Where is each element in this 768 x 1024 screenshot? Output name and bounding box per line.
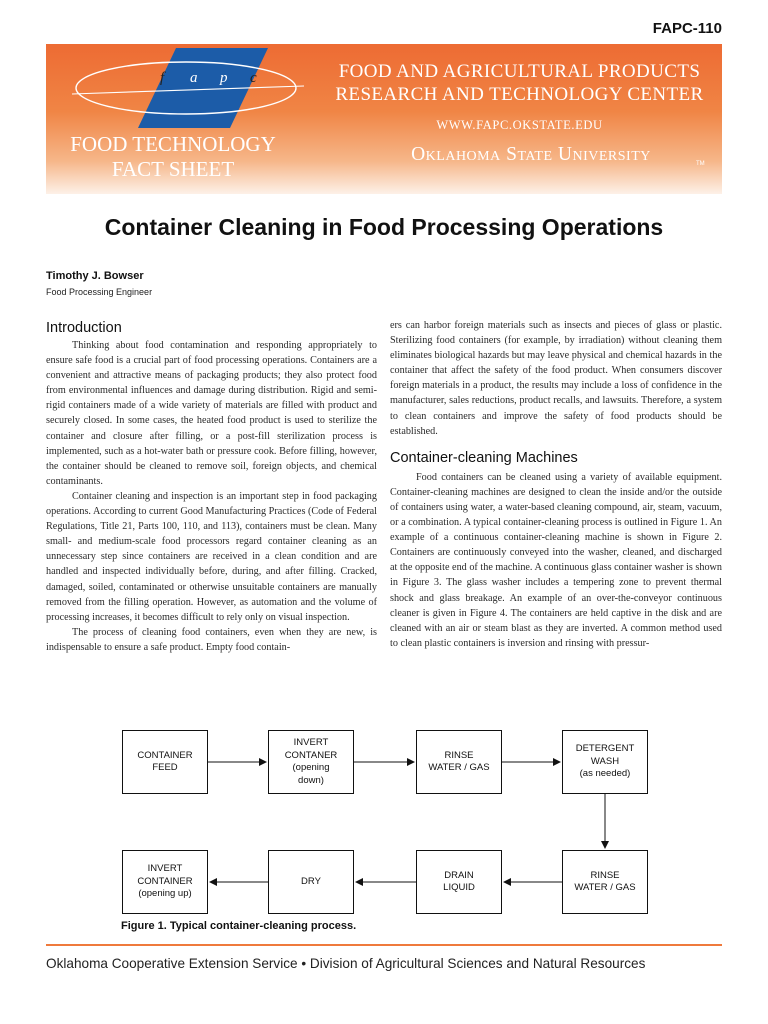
website-url: WWW.FAPC.OKSTATE.EDU <box>436 118 603 132</box>
right-column <box>390 318 722 651</box>
footer-text: Oklahoma Cooperative Extension Service • Division of Agricultural Sciences and Natural Resources <box>46 956 646 971</box>
intro-paragraph-3: The process of cleaning food containers, even when they are new, is indispensable to ensure a safe product. Empty food contain- <box>46 626 377 653</box>
logo-letter-a: a <box>190 70 198 86</box>
machines-paragraph: Food containers can be cleaned using a variety of available equipment. Container-cleaning machines are designed to clean the inside and/or the outside of containers using water, a water-based cleaning compound, air, steam, vacuum, or a combination. A typical container-cleaning process is outlined in Figure 1. An example of a continuous container-cleaning machine is shown in Figure 2. Containers are continuously conveyed into the washer, cleaned, and discharged at the opposite end of the machine. A continuous glass container washer is shown in Figure 3. The glass washer includes a tempering zone to prevent thermal shock and glass breakage. An example of an over-the-conveyor continuous cleaner is given in Figure 4. The containers are held captive in the disk and are cleaned with an air or steam blast as they are inverted. A common method used to clean plastic containers is inversion and rinsing with pressur- <box>390 471 722 649</box>
flowchart <box>0 720 768 920</box>
trademark-mark: TM <box>696 161 705 167</box>
machines-heading: Container-cleaning Machines <box>390 449 578 466</box>
logo-letter-f: f <box>160 70 165 86</box>
intro-paragraph-1: Thinking about food contamination and responding appropriately to ensure safe food is a crucial part of food processing operations. Containers are a convenient and attractive means of packaging products; they also protect food from environmental influences and damage during distribution. Rigid and semi-rigid containers made of a wide variety of materials are filled with product and securely closed. In some cases, the heated food product is used to sterilize the container and closure after filling, or a post-fill sterilization process is implemented, such as a hot-water bath or pressure cook. Before filling, however, the container should be cleaned to remove soil, foreign objects, and chemical contaminants. <box>46 340 377 487</box>
logo-letter-p: p <box>220 70 228 86</box>
footer-rule <box>46 944 722 946</box>
step-container-feed: CONTAINER FEED <box>122 730 208 794</box>
author-role: Food Processing Engineer <box>46 287 153 297</box>
step-rinse-2: RINSE WATER / GAS <box>562 850 648 914</box>
figure-caption: Figure 1. Typical container-cleaning process. <box>121 920 357 932</box>
flowchart-arrows <box>0 720 768 920</box>
introduction-heading: Introduction <box>46 320 122 336</box>
step-dry: DRY <box>268 850 354 914</box>
logo-letter-c: c <box>250 70 257 86</box>
document-code: FAPC-110 <box>652 20 722 37</box>
intro-continuation: ers can harbor foreign materials such as insects and pieces of glass or plastic. Sterilizing food containers (for example, by irradiation) without cleaning them eliminates biological hazards but may leave physical and chemical hazards in the container that affect the safety of the food product. When consumers discover foreign materials in a product, the results may include a loss of confidence in the manufacturer, sales reductions, product recalls, and lawsuits. Therefore, a system to clean containers and improve the safety of food products should be established. <box>390 320 722 437</box>
step-invert-opening-down: INVERT CONTANER (opening down) <box>268 730 354 794</box>
fapc-logo <box>68 46 308 130</box>
left-column <box>46 318 377 655</box>
series-title: FOOD TECHNOLOGY FACT SHEET <box>70 132 276 181</box>
university-name: Oklahoma State University <box>411 144 651 165</box>
step-drain-liquid: DRAIN LIQUID <box>416 850 502 914</box>
step-rinse-1: RINSE WATER / GAS <box>416 730 502 794</box>
page-title: Container Cleaning in Food Processing Operations <box>104 214 664 240</box>
step-invert-opening-up: INVERT CONTAINER (opening up) <box>122 850 208 914</box>
organization-name: FOOD AND AGRICULTURAL PRODUCTS RESEARCH AND TECHNOLOGY CENTER <box>335 61 704 105</box>
header-banner <box>46 44 722 194</box>
step-detergent-wash: DETERGENT WASH (as needed) <box>562 730 648 794</box>
intro-paragraph-2: Container cleaning and inspection is an important step in food packaging operations. According to current Good Manufacturing Practices (Code of Federal Regulations, Title 21, Parts 100, 110, and 113), containers must be clean. Many small- and medium-scale food processors regard container cleaning as an unnecessary step since containers are received in a clean condition and are handled and inspected individually before, during, and after filling. Cracked, damaged, soiled, contaminated or otherwise unsuitable containers are manually removed from the filling operation. However, as automation and the volume of processing increases, it becomes difficult to rely only on visual inspection. <box>46 490 377 623</box>
author-name: Timothy J. Bowser <box>46 270 144 282</box>
